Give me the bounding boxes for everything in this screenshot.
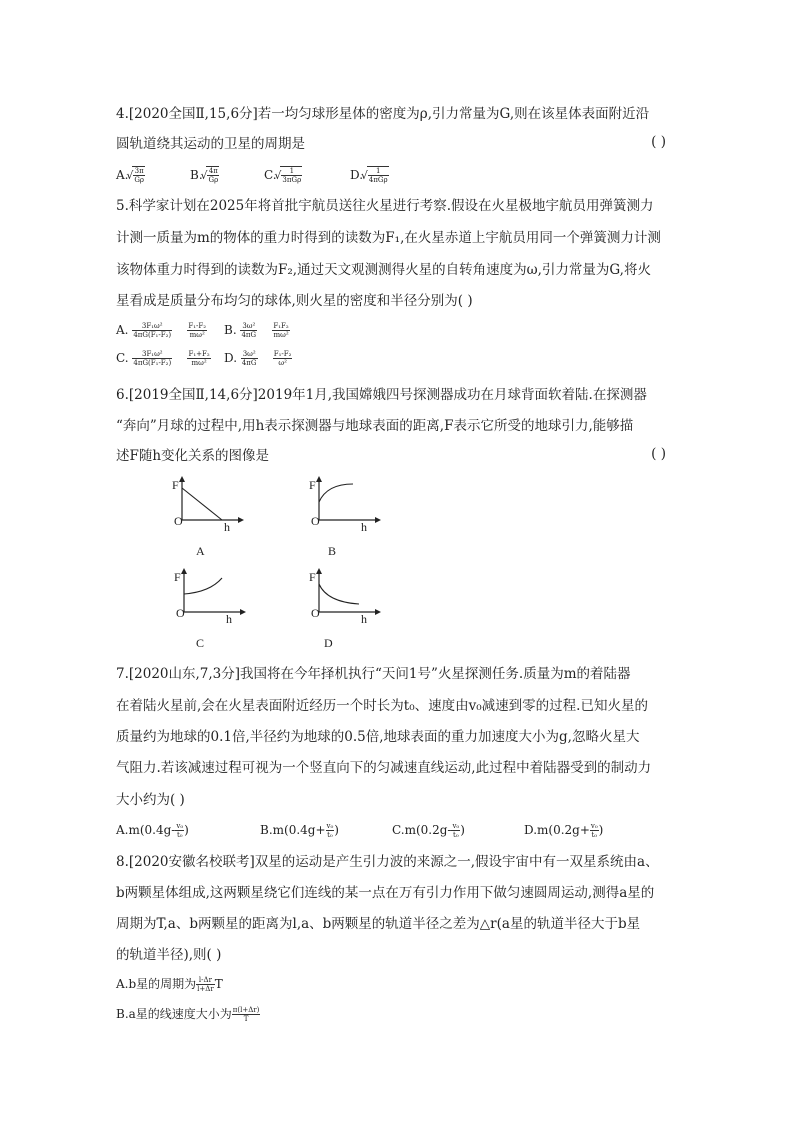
q4-option-a-den: Gρ bbox=[134, 176, 145, 184]
q5-option-b-density-num: 3ω² bbox=[242, 322, 256, 330]
q6-graph-d-axis-h: h bbox=[361, 612, 367, 626]
q7-option-a-close: ) bbox=[184, 823, 189, 837]
q7-option-d[interactable] bbox=[524, 822, 603, 839]
q7-option-d-num: v₀ bbox=[590, 822, 598, 830]
q7-option-b-close: ) bbox=[334, 823, 339, 837]
q6-stem-line2: “奔向”月球的过程中,用h表示探测器与地球表面的距离,F表示它所受的地球引力,能够描 bbox=[116, 418, 634, 434]
q6-graph-a-label: A bbox=[196, 544, 205, 558]
q6-graph-c-axis-f: F bbox=[174, 570, 181, 584]
q4-option-c-den: 3πGρ bbox=[282, 176, 302, 184]
q8-option-a[interactable] bbox=[116, 976, 223, 993]
q4-option-d[interactable] bbox=[350, 166, 389, 184]
q4-option-d-den: 4πGρ bbox=[368, 176, 388, 184]
q7-option-b-den: t₀ bbox=[327, 831, 333, 839]
q7-option-c-expr: m(0.2g- bbox=[404, 823, 452, 837]
q7-stem-line5: 大小约为( ) bbox=[116, 792, 185, 808]
q5-option-a[interactable] bbox=[116, 322, 207, 339]
q5-stem-line2: 计测一质量为m的物体的重力时得到的读数为F₁,在火星赤道上宇航员用同一个弹簧测力计测 bbox=[116, 230, 661, 246]
q5-stem-line3: 该物体重力时得到的读数为F₂,通过天文观测测得火星的自转角速度为ω,引力常量为G,将火 bbox=[116, 262, 651, 278]
q5-stem-line4: 星看成是质量分布均匀的球体,则火星的密度和半径分别为( ) bbox=[116, 293, 473, 309]
q6-graph-a-origin: O bbox=[174, 514, 183, 528]
q7-option-d-close: ) bbox=[598, 823, 604, 837]
q5-option-c-density-den: 4πG(F₁-F₂) bbox=[133, 359, 172, 367]
q4-option-a[interactable] bbox=[116, 166, 145, 184]
q6-graph-c[interactable] bbox=[170, 566, 250, 626]
q7-stem-line2: 在着陆火星前,会在火星表面附近经历一个时长为t₀、速度由v₀减速到零的过程.已知火星的 bbox=[116, 698, 648, 714]
q6-graph-a[interactable] bbox=[168, 474, 248, 534]
q8-option-a-den: l+Δr bbox=[197, 985, 214, 993]
q4-option-a-label: A. bbox=[116, 168, 129, 182]
q7-option-b-num: v₀ bbox=[326, 822, 334, 830]
q4-option-b-den: Gρ bbox=[208, 176, 219, 184]
q4-option-d-num: √ 1 bbox=[368, 167, 389, 176]
q5-stem-line1: 5.科学家计划在2025年将首批宇航员送往火星进行考察.假设在火星极地宇航员用弹簧测力 bbox=[116, 198, 654, 214]
q6-graph-b-origin: O bbox=[311, 514, 320, 528]
q7-option-c-close: ) bbox=[460, 823, 465, 837]
q6-graph-c-origin: O bbox=[176, 606, 185, 620]
q7-stem-line1: 7.[2020山东,7,3分]我国将在今年择机执行“天问1号”火星探测任务.质量为m的着陆器 bbox=[116, 666, 631, 682]
q6-graph-d-origin: O bbox=[311, 606, 320, 620]
q6-graph-d[interactable] bbox=[305, 566, 385, 626]
q8-stem-line3: 周期为T,a、b两颗星的距离为l,a、b两颗星的轨道半径之差为△r(a星的轨道半径大于b星 bbox=[116, 916, 641, 932]
q5-option-a-label: A. bbox=[116, 323, 129, 337]
q7-option-c-label: C. bbox=[392, 823, 405, 837]
q8-option-a-text: A.b星的周期为 bbox=[116, 977, 197, 991]
q8-option-b-num: π(l+Δr) bbox=[232, 1006, 260, 1014]
q7-option-b-label: B. bbox=[260, 823, 273, 837]
q7-option-d-den: t₀ bbox=[591, 831, 598, 839]
q8-option-b[interactable] bbox=[116, 1006, 260, 1023]
q5-option-c-label: C. bbox=[116, 351, 129, 365]
q5-option-b-density-den: 4πG bbox=[241, 331, 257, 339]
q6-graph-a-axis-f: F bbox=[172, 478, 179, 492]
q4-option-b-num: √ 4π bbox=[208, 167, 218, 175]
q5-option-c-density-num: 3F₁ω² bbox=[132, 350, 172, 359]
q5-option-a-radius-den: mω² bbox=[189, 331, 205, 339]
q7-option-d-label: D. bbox=[524, 823, 538, 837]
q5-option-d[interactable] bbox=[224, 350, 292, 367]
q6-stem-line1: 6.[2019全国Ⅱ,14,6分]2019年1月,我国嫦娥四号探测器成功在月球背面软着陆.在探测器 bbox=[116, 387, 647, 403]
q7-option-a-num: v₀ bbox=[176, 822, 184, 830]
q5-option-d-radius-den: ω² bbox=[278, 359, 287, 367]
q7-option-c-den: t₀ bbox=[453, 831, 459, 839]
q6-graph-d-axis-f: F bbox=[309, 570, 316, 584]
q5-option-d-radius-num: F₁-F₂ bbox=[273, 350, 292, 358]
q4-option-c-num: √ 1 bbox=[281, 167, 302, 176]
q8-option-b-den: T bbox=[243, 1015, 249, 1023]
q5-option-b-radius-den: mω² bbox=[273, 331, 289, 339]
q6-stem-line3: 述F随h变化关系的图像是 bbox=[116, 448, 270, 464]
q5-option-a-density-den: 4πG(F₁-F₂) bbox=[133, 331, 172, 339]
q5-option-b-label: B. bbox=[224, 323, 237, 337]
q7-option-b[interactable] bbox=[260, 822, 339, 839]
q6-graph-c-axis-h: h bbox=[226, 612, 232, 626]
q7-option-a-label: A. bbox=[116, 823, 129, 837]
q4-answer-bracket: ( ) bbox=[651, 134, 666, 150]
q5-option-c-radius-num: F₁+F₂ bbox=[188, 350, 210, 358]
q8-option-a-num: l-Δr bbox=[196, 976, 215, 985]
q6-graph-b-label: B bbox=[328, 544, 337, 558]
q7-option-a-expr: m(0.4g- bbox=[128, 823, 176, 837]
q6-graph-b-axis-h: h bbox=[361, 520, 367, 534]
q5-option-d-density-den: 4πG bbox=[241, 359, 257, 367]
q6-graph-d-label: D bbox=[324, 636, 333, 650]
q4-option-d-label: D. bbox=[350, 168, 364, 182]
q5-option-a-density-num: 3F₁ω² bbox=[132, 322, 172, 331]
q7-option-d-expr: m(0.2g+ bbox=[537, 823, 590, 837]
q6-graph-b[interactable] bbox=[305, 474, 385, 534]
q4-option-c-label: C. bbox=[264, 168, 277, 182]
q7-option-c-num: v₀ bbox=[452, 822, 460, 830]
q4-stem-line2: 圆轨道绕其运动的卫星的周期是 bbox=[116, 136, 305, 152]
q5-option-b-radius-num: F₁F₂ bbox=[273, 322, 289, 330]
q7-option-a[interactable] bbox=[116, 822, 189, 839]
q8-stem-line2: b两颗星体组成,这两颗星绕它们连线的某一点在万有引力作用下做匀速圆周运动,测得a星的 bbox=[116, 885, 655, 901]
q6-graph-c-label: C bbox=[196, 636, 205, 650]
q7-option-a-den: t₀ bbox=[176, 831, 183, 839]
q7-option-b-expr: m(0.4g+ bbox=[272, 823, 326, 837]
q7-stem-line3: 质量约为地球的0.1倍,半径约为地球的0.5倍,地球表面的重力加速度大小为g,忽略火星大 bbox=[116, 729, 640, 745]
q4-stem-line1: 4.[2020全国Ⅱ,15,6分]若一均匀球形星体的密度为ρ,引力常量为G,则在该星体表面附近沿 bbox=[116, 106, 650, 122]
q5-option-c-radius-den: mω² bbox=[191, 359, 207, 367]
q8-option-a-suffix: T bbox=[214, 977, 223, 991]
q5-option-c[interactable] bbox=[116, 350, 211, 367]
q5-option-b[interactable] bbox=[224, 322, 290, 339]
q7-stem-line4: 气阻力.若该减速过程可视为一个竖直向下的匀减速直线运动,此过程中着陆器受到的制动力 bbox=[116, 760, 652, 776]
q6-answer-bracket: ( ) bbox=[651, 446, 666, 462]
q8-stem-line1: 8.[2020安徽名校联考]双星的运动是产生引力波的来源之一,假设宇宙中有一双星系统由a、 bbox=[116, 854, 659, 870]
q7-option-c[interactable] bbox=[392, 822, 465, 839]
q5-option-a-radius-num: F₁-F₂ bbox=[188, 322, 207, 330]
q4-option-b[interactable] bbox=[190, 166, 219, 184]
q8-stem-line4: 的轨道半径),则( ) bbox=[116, 947, 222, 963]
q5-option-d-label: D. bbox=[224, 351, 238, 365]
q4-option-b-label: B. bbox=[190, 168, 203, 182]
q4-option-c[interactable] bbox=[264, 166, 302, 184]
q5-option-d-density-num: 3ω² bbox=[242, 350, 256, 358]
q6-graph-a-axis-h: h bbox=[224, 520, 230, 534]
q4-option-a-num: √ 3π bbox=[134, 167, 144, 175]
q8-option-b-text: B.a星的线速度大小为 bbox=[116, 1007, 232, 1021]
q6-graph-b-axis-f: F bbox=[309, 478, 316, 492]
